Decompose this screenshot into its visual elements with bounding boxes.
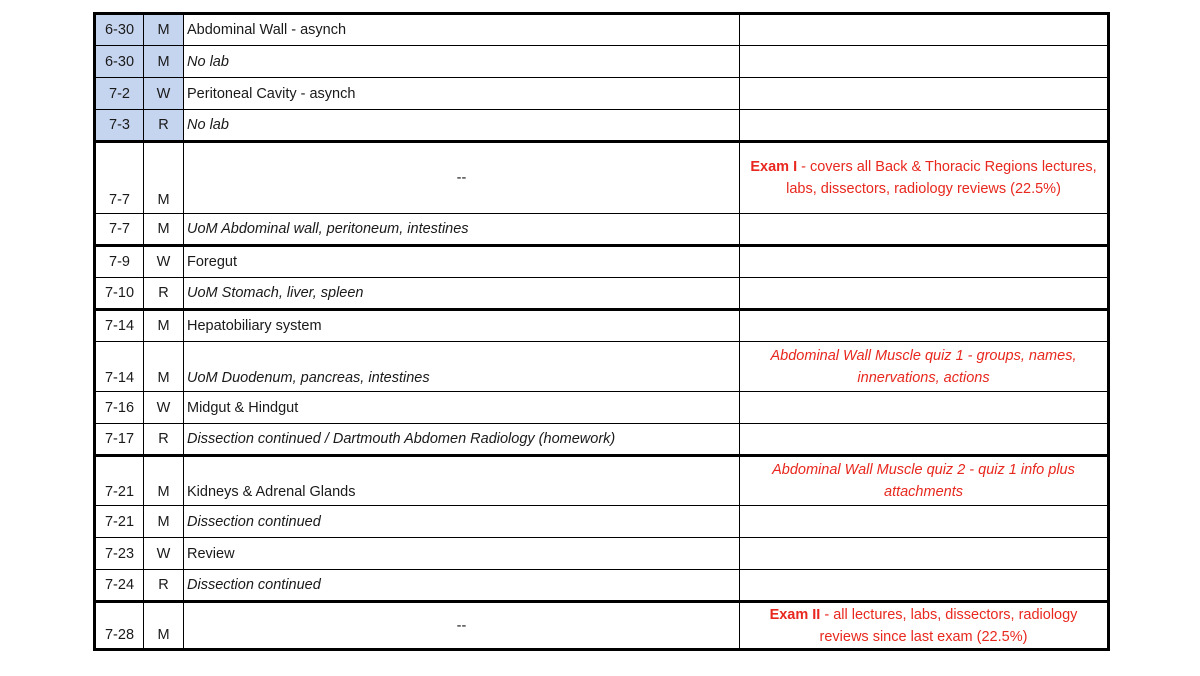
row-date: 7-14: [95, 310, 144, 342]
row-date: 7-9: [95, 246, 144, 278]
schedule-row: [95, 570, 1109, 602]
exam-title: Exam II: [769, 606, 821, 623]
schedule-row: [95, 14, 1109, 46]
schedule-row: [95, 310, 1109, 342]
row-note: [740, 342, 1109, 392]
schedule-row: [95, 602, 1109, 650]
row-date: 6-30: [95, 46, 144, 78]
row-topic: UoM Abdominal wall, peritoneum, intestines: [184, 214, 740, 246]
row-topic: Kidneys & Adrenal Glands: [184, 456, 740, 506]
schedule-body: [95, 14, 1109, 650]
row-day: R: [144, 110, 184, 142]
row-day: M: [144, 342, 184, 392]
row-day: W: [144, 246, 184, 278]
row-day: W: [144, 392, 184, 424]
row-note: [740, 602, 1109, 650]
row-note: [740, 142, 1109, 214]
row-date: 7-21: [95, 506, 144, 538]
row-topic: Dissection continued: [184, 570, 740, 602]
row-topic: UoM Stomach, liver, spleen: [184, 278, 740, 310]
note-text: - all lectures, labs, dissectors, radiology reviews since last exam (22.5%): [819, 606, 1078, 645]
row-note: [740, 14, 1109, 46]
row-date: 7-16: [95, 392, 144, 424]
row-day: M: [144, 14, 184, 46]
schedule-row: [95, 214, 1109, 246]
row-day: M: [144, 506, 184, 538]
row-topic: Dissection continued: [184, 506, 740, 538]
row-note: [740, 570, 1109, 602]
row-day: M: [144, 214, 184, 246]
schedule-row: [95, 456, 1109, 506]
row-day: M: [144, 602, 184, 650]
row-day: R: [144, 424, 184, 456]
row-day: W: [144, 78, 184, 110]
schedule-row: [95, 142, 1109, 214]
schedule-row: [95, 246, 1109, 278]
row-note: [740, 392, 1109, 424]
row-topic: Hepatobiliary system: [184, 310, 740, 342]
row-date: 7-24: [95, 570, 144, 602]
row-topic: Foregut: [184, 246, 740, 278]
schedule-row: [95, 46, 1109, 78]
row-topic: Dissection continued / Dartmouth Abdomen Radiology (homework): [184, 424, 740, 456]
row-date: 7-10: [95, 278, 144, 310]
row-note: [740, 310, 1109, 342]
row-day: M: [144, 142, 184, 214]
row-note: [740, 456, 1109, 506]
schedule-row: [95, 424, 1109, 456]
row-date: 6-30: [95, 14, 144, 46]
note-text: Abdominal Wall Muscle quiz 1 - groups, names, innervations, actions: [770, 347, 1077, 386]
row-note: [740, 246, 1109, 278]
row-note: [740, 214, 1109, 246]
schedule-row: [95, 506, 1109, 538]
row-date: 7-28: [95, 602, 144, 650]
row-note: [740, 506, 1109, 538]
exam-title: Exam I: [750, 159, 798, 175]
row-topic: No lab: [184, 46, 740, 78]
schedule-row: [95, 110, 1109, 142]
row-note: [740, 110, 1109, 142]
row-note: [740, 46, 1109, 78]
schedule-row: [95, 392, 1109, 424]
schedule-table: [93, 12, 1110, 651]
row-note: [740, 538, 1109, 570]
row-date: 7-17: [95, 424, 144, 456]
schedule-row: [95, 538, 1109, 570]
row-note: [740, 78, 1109, 110]
row-topic: Abdominal Wall - asynch: [184, 14, 740, 46]
row-date: 7-14: [95, 342, 144, 392]
schedule-row: [95, 78, 1109, 110]
row-date: 7-7: [95, 214, 144, 246]
row-date: 7-21: [95, 456, 144, 506]
schedule-row: [95, 278, 1109, 310]
row-topic: --: [184, 602, 740, 650]
row-day: R: [144, 278, 184, 310]
row-date: 7-7: [95, 142, 144, 214]
row-note: [740, 278, 1109, 310]
row-date: 7-3: [95, 110, 144, 142]
row-day: M: [144, 456, 184, 506]
row-day: R: [144, 570, 184, 602]
row-date: 7-23: [95, 538, 144, 570]
row-topic: Peritoneal Cavity - asynch: [184, 78, 740, 110]
note-text: - covers all Back & Thoracic Regions lectures, labs, dissectors, radiology reviews (22.5%): [786, 159, 1097, 197]
row-topic: UoM Duodenum, pancreas, intestines: [184, 342, 740, 392]
row-date: 7-2: [95, 78, 144, 110]
row-day: M: [144, 46, 184, 78]
row-note: [740, 424, 1109, 456]
row-day: M: [144, 310, 184, 342]
row-topic: Review: [184, 538, 740, 570]
schedule-row: [95, 342, 1109, 392]
row-day: W: [144, 538, 184, 570]
note-text: Abdominal Wall Muscle quiz 2 - quiz 1 info plus attachments: [772, 462, 1075, 500]
row-topic: No lab: [184, 110, 740, 142]
row-topic: --: [184, 142, 740, 214]
row-topic: Midgut & Hindgut: [184, 392, 740, 424]
